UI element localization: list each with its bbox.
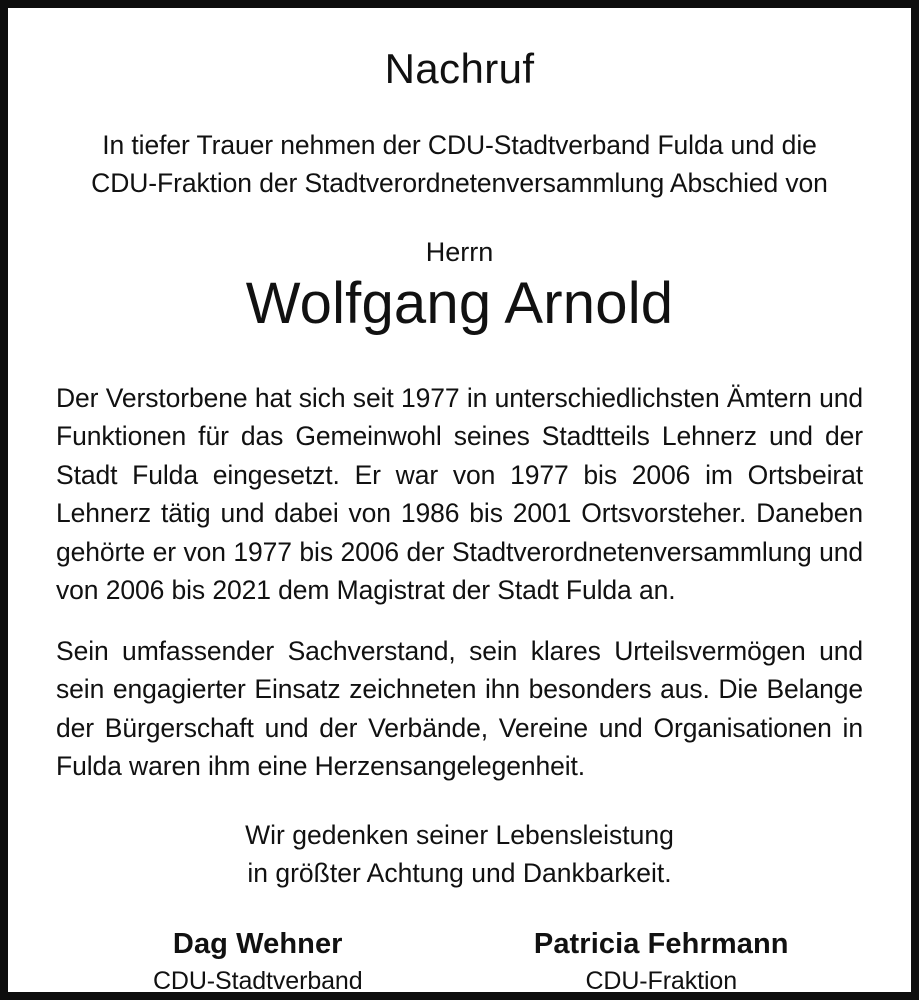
deceased-name: Wolfgang Arnold [245,270,674,336]
closing-text [48,816,871,892]
deceased-salutation: Herrn [425,237,494,267]
signature-right [460,928,864,999]
notice-inner [8,8,911,995]
signature-name: Patricia Fehrmann [533,927,789,960]
signature-left [56,928,460,999]
body-paragraph-1: Der Verstorbene hat sich seit 1977 in unterschiedlichsten Ämtern und Funktionen für das Gemeinwohl seines Stadtteils Lehnerz und der Stadt Fulda eingesetzt. Er war von 1977 bis 2006 im Ortsbeirat Lehnerz tätig und dabei von 1986 bis 2001 Ortsvorsteher. Daneben gehörte er von 1977 bis 2006 der Stadtverordnetenversammlung und von 2006 bis 2021 dem Magistrat der Stadt Fulda an. [56,382,863,606]
intro-text [48,126,871,202]
signature-role: CDU-Fraktion [585,966,738,995]
closing-line-2: in größter Achtung und Dankbarkeit. [247,857,672,888]
page-title: Nachruf [384,45,535,92]
signature-role: CDU-Stadtverband [152,966,363,995]
body-paragraph-2: Sein umfassender Sachverstand, sein klares Urteilsvermögen und sein engagierter Einsatz zeichneten ihn besonders aus. Die Belange der Bürgerschaft und der Verbände, Vereine und Organisationen in Fulda waren ihm eine Herzensangelegenheit. [56,635,863,782]
intro-line-1: In tiefer Trauer nehmen der CDU-Stadtverband Fulda und die [102,130,817,160]
body-text [48,379,871,786]
intro-line-2: CDU-Fraktion der Stadtverordnetenversammlung Abschied von [91,168,828,198]
signature-name: Dag Wehner [172,927,343,960]
closing-line-1: Wir gedenken seiner Lebensleistung [245,819,674,850]
signature-block [48,928,871,999]
